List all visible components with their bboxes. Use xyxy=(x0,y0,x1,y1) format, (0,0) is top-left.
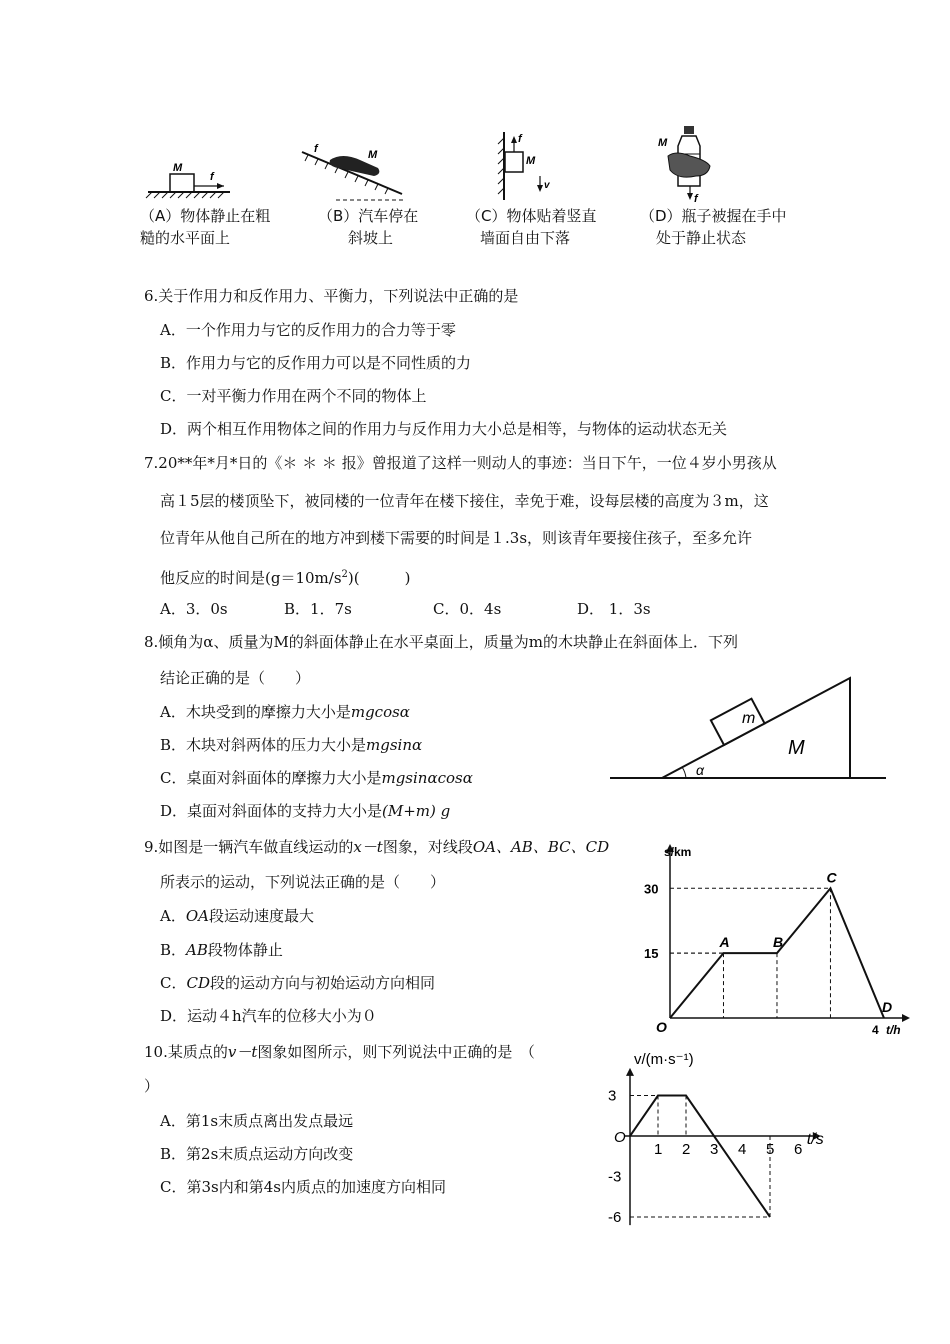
xt-y-label: s/km xyxy=(664,845,692,859)
vt-origin: O xyxy=(614,1129,626,1146)
xt-chart xyxy=(630,838,910,1050)
figure-b-mass: M xyxy=(368,149,378,161)
xt-x-label: t/h xyxy=(885,1023,901,1037)
q8-option-a: A．木块受到的摩擦力大小是mgcosα xyxy=(160,703,410,721)
q8-line-2: 结论正确的是（ ） xyxy=(160,669,311,687)
q9-option-a: A．OA段运动速度最大 xyxy=(160,907,314,925)
figure-b xyxy=(298,138,418,204)
xt-xtick-4: 4 xyxy=(871,1023,879,1037)
incline-small-mass: m xyxy=(742,710,756,727)
figure-d-mass: M xyxy=(658,137,668,149)
xt-point-B: B xyxy=(772,934,784,951)
incline-big-mass: M xyxy=(788,737,805,759)
q10-line-1: 10.某质点的v－t图象如图所示，则下列说法中正确的是 （ xyxy=(144,1043,535,1061)
q7-line-2: 高１5层的楼顶坠下，被同楼的一位青年在楼下接住，幸免于难，设每层楼的高度为３m，这 xyxy=(160,492,769,510)
q9-option-d: D．运动４h汽车的位移大小为０ xyxy=(160,1007,377,1025)
incline-angle: α xyxy=(696,762,704,778)
q6-option-c: C．一对平衡力作用在两个不同的物体上 xyxy=(160,387,427,405)
q7-option-b: B．1．7s xyxy=(284,600,352,618)
figure-c-velocity: v xyxy=(544,180,550,191)
vt-ytick--3: -3 xyxy=(608,1168,622,1186)
figure-c xyxy=(488,130,558,204)
vt-xtick-3: 3 xyxy=(710,1141,719,1158)
q8-option-d: D．桌面对斜面体的支持力大小是(M+m) g xyxy=(160,802,451,820)
figure-c-caption: （C）物体贴着竖直 墙面自由下落 xyxy=(466,207,597,247)
q10-option-b: B．第2s末质点运动方向改变 xyxy=(160,1145,354,1163)
vt-xtick-2: 2 xyxy=(682,1141,691,1158)
xt-ytick-30: 30 xyxy=(644,881,659,897)
q8-line-1: 8.倾角为α、质量为M的斜面体静止在水平桌面上，质量为m的木块静止在斜面体上．下列 xyxy=(144,633,739,651)
figure-a xyxy=(140,150,240,200)
vt-y-arrow xyxy=(626,1068,634,1076)
q6-option-b: B．作用力与它的反作用力可以是不同性质的力 xyxy=(160,354,472,372)
vt-xtick-1: 1 xyxy=(654,1141,663,1158)
q10-option-a: A．第1s末质点离出发点最远 xyxy=(160,1112,354,1130)
q9-line-2: 所表示的运动，下列说法正确的是（ ） xyxy=(160,873,446,891)
figure-d-force: f xyxy=(694,193,698,204)
vt-y-label: v/(m·s⁻¹) xyxy=(634,1051,694,1068)
q7-line-4: 他反应的时间是$(g=10m/s^2)$( ) xyxy=(160,569,411,587)
q10-line-2: ） xyxy=(144,1077,160,1095)
figure-c-mass: M xyxy=(526,155,536,167)
figure-a-caption: （A）物体静止在粗 糙的水平面上 xyxy=(140,207,271,247)
vt-xtick-5: 5 xyxy=(766,1141,775,1158)
q7-option-c: C．0．4s xyxy=(433,600,502,618)
figure-d xyxy=(656,124,726,204)
vt-xtick-6: 6 xyxy=(794,1141,803,1158)
figure-b-caption: （B）汽车停在 斜坡上 xyxy=(318,207,419,247)
q8-option-c: C．桌面对斜面体的摩擦力大小是mgsinαcosα xyxy=(160,769,473,787)
vt-series-line xyxy=(630,1096,770,1218)
q7-line-3: 位青年从他自己所在的地方冲到楼下需要的时间是１.3s，则该青年要接住孩子，至多允许 xyxy=(160,529,753,547)
vt-x-label: t/s xyxy=(806,1131,824,1148)
figure-c-force: f xyxy=(518,133,522,145)
vt-ytick-3: 3 xyxy=(608,1087,617,1105)
figure-a-force: f xyxy=(210,171,214,183)
xt-point-D: D xyxy=(881,999,893,1015)
xt-x-arrow xyxy=(902,1014,910,1022)
incline-figure xyxy=(610,672,886,784)
figure-d-caption: （D）瓶子被握在手中 处于静止状态 xyxy=(640,207,787,247)
figure-a-mass: M xyxy=(173,162,183,174)
xt-ytick-15: 15 xyxy=(644,946,659,962)
xt-point-A: A xyxy=(719,934,730,951)
figure-b-force: f xyxy=(314,143,318,155)
q7-line-1: 7.20**年*月*日的《＊ ＊ ＊ 报》曾报道了这样一则动人的事迹：当日下午，一位４岁小男孩从 xyxy=(144,454,777,472)
xt-point-O: O xyxy=(656,1019,667,1035)
q6-stem: 6.关于作用力和反作用力、平衡力，下列说法中正确的是 xyxy=(144,287,519,305)
vt-xtick-4: 4 xyxy=(738,1141,747,1158)
q9-line-1: 9.如图是一辆汽车做直线运动的x－t图象，对线段OA、AB、BC、CD xyxy=(144,838,610,856)
q7-option-a: A．3．0s xyxy=(160,600,228,618)
xt-point-C: C xyxy=(826,869,837,886)
q9-option-b: B．AB段物体静止 xyxy=(160,941,283,959)
q6-option-d: D．两个相互作用物体之间的作用力与反作用力大小总是相等，与物体的运动状态无关 xyxy=(160,420,728,438)
q9-option-c: C．CD段的运动方向与初始运动方向相同 xyxy=(160,974,436,992)
vt-chart xyxy=(600,1046,840,1226)
q10-option-c: C．第3s内和第4s内质点的加速度方向相同 xyxy=(160,1178,446,1196)
q7-option-d: D． 1．3s xyxy=(577,600,651,618)
q6-option-a: A．一个作用力与它的反作用力的合力等于零 xyxy=(160,321,456,339)
vt-ytick--6: -6 xyxy=(608,1209,622,1226)
q8-option-b: B．木块对斜两体的压力大小是mgsinα xyxy=(160,736,423,754)
